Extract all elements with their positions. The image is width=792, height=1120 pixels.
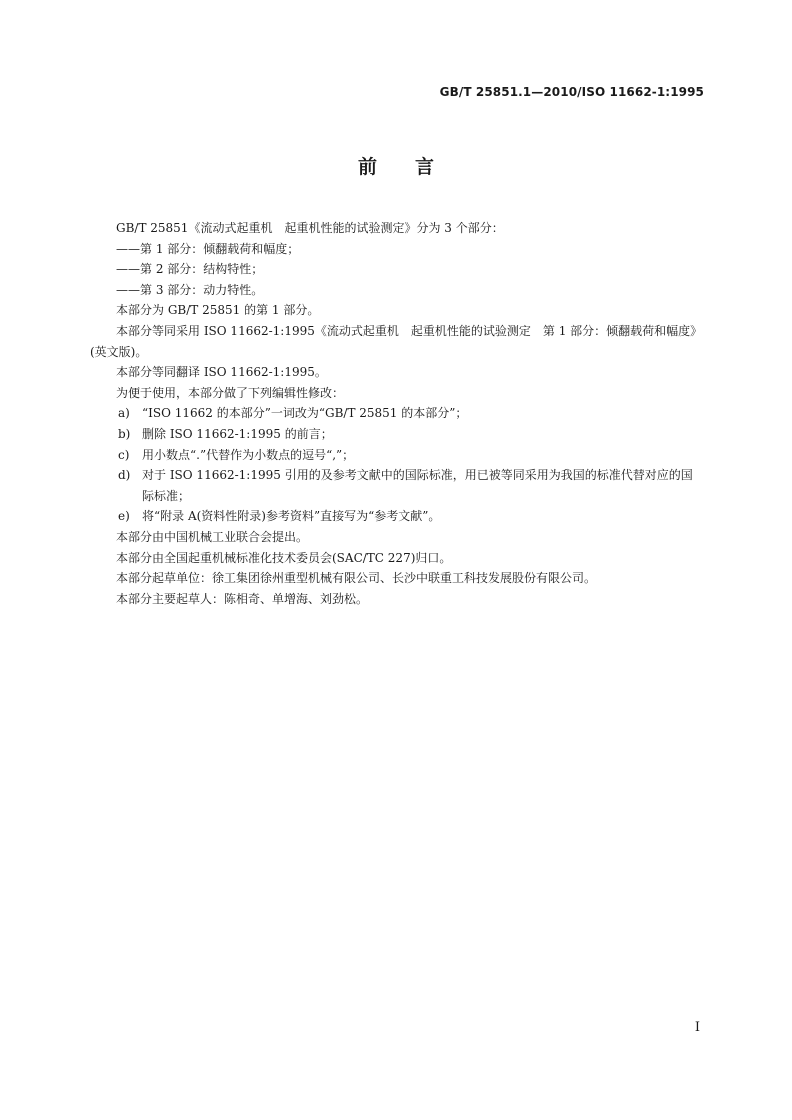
list-text: “ISO 11662 的本部分”一词改为“GB/T 25851 的本部分”；: [142, 406, 468, 421]
part-list-item: ——第 3 部分：动力特性。: [116, 282, 264, 297]
drafting-units-paragraph: 本部分起草单位：徐工集团徐州重型机械有限公司、长沙中联重工科技发展股份有限公司。: [116, 571, 597, 586]
drafters-paragraph: 本部分主要起草人：陈相奇、单增海、刘劲松。: [116, 591, 369, 606]
adoption-paragraph: 本部分等同采用 ISO 11662-1:1995《流动式起重机 起重机性能的试验测定 第 1 部分：倾翻载荷和幅度》(英文版)。: [90, 323, 703, 359]
list-marker: d): [118, 468, 131, 483]
list-text: 删除 ISO 11662-1:1995 的前言；: [142, 426, 333, 441]
list-marker: b): [118, 426, 131, 441]
list-text: 对于 ISO 11662-1:1995 引用的及参考文献中的国际标准，用已被等同采用为我国的标准代替对应的国际标准；: [142, 468, 693, 503]
part-list-item: ——第 2 部分：结构特性；: [116, 262, 264, 277]
standard-code: GB/T 25851.1—2010/ISO 11662-1:1995: [439, 85, 704, 99]
part-list-item: ——第 1 部分：倾翻载荷和幅度；: [116, 241, 300, 256]
edit-list-item: [90, 445, 704, 466]
page-number: I: [694, 1020, 700, 1035]
translation-paragraph: 本部分等同翻译 ISO 11662-1:1995。: [116, 365, 327, 380]
edit-list-item: [90, 403, 704, 424]
centralized-by-paragraph: 本部分由全国起重机械标准化技术委员会(SAC/TC 227)归口。: [116, 550, 452, 565]
edit-list-item: [90, 506, 704, 527]
intro-paragraph: GB/T 25851《流动式起重机 起重机性能的试验测定》分为 3 个部分：: [116, 221, 504, 235]
list-marker: c): [118, 447, 130, 462]
foreword-body: [90, 218, 704, 609]
edit-list-item: [90, 424, 704, 445]
this-part-paragraph: 本部分为 GB/T 25851 的第 1 部分。: [116, 303, 320, 318]
list-text: 将“附录 A(资料性附录)参考资料”直接写为“参考文献”。: [142, 509, 441, 524]
edit-list-item: [90, 465, 704, 506]
proposed-by-paragraph: 本部分由中国机械工业联合会提出。: [116, 529, 309, 544]
edit-intro-paragraph: 为便于使用，本部分做了下列编辑性修改：: [116, 385, 345, 400]
page-title: 前言: [357, 156, 472, 178]
list-marker: a): [118, 406, 130, 421]
list-marker: e): [118, 509, 130, 524]
list-text: 用小数点“.”代替作为小数点的逗号“,”；: [142, 447, 355, 462]
